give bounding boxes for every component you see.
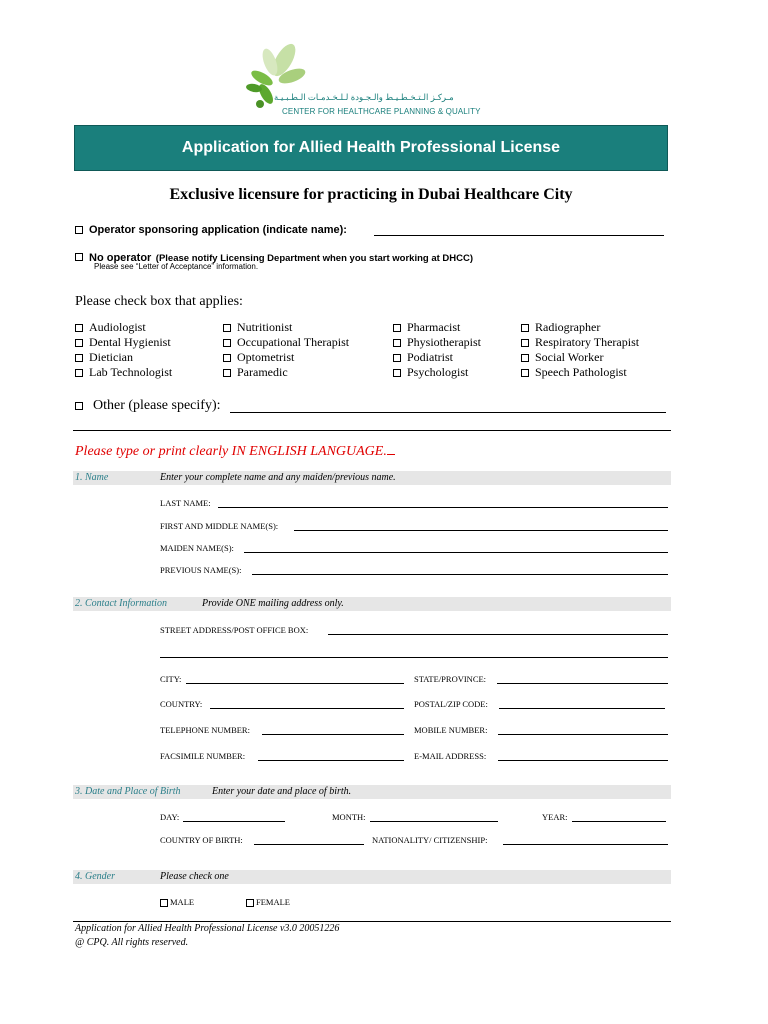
male-label: MALE [170, 897, 195, 907]
checkbox[interactable] [223, 324, 231, 332]
checkbox[interactable] [393, 354, 401, 362]
logo-english-text: CENTER FOR HEALTHCARE PLANNING & QUALITY [282, 107, 481, 116]
month-field[interactable] [370, 821, 498, 822]
checkbox[interactable] [75, 324, 83, 332]
section-description: Provide ONE mailing address only. [202, 598, 344, 609]
profession-option[interactable]: Physiotherapist [393, 335, 481, 350]
page-title: Application for Allied Health Professional License [181, 139, 561, 156]
profession-option[interactable]: Pharmacist [393, 320, 481, 335]
first-middle-name-label: FIRST AND MIDDLE NAME(S): [160, 521, 279, 531]
section-contact-header [73, 597, 671, 611]
instruction-text: Please type or print clearly IN ENGLISH LANGUAGE. [75, 444, 395, 460]
logo-arabic-text: مـركـز الـتـخـطـيـط والـجـودة لـلـخـدمـات الـطـبـيـة [274, 92, 454, 102]
checkbox[interactable] [393, 324, 401, 332]
other-row [75, 398, 221, 414]
profession-option[interactable]: Occupational Therapist [223, 335, 349, 350]
footer-version: Application for Allied Health Professional License v3.0 20051226 [75, 923, 340, 934]
profession-option[interactable]: Dietician [75, 350, 172, 365]
country-field[interactable] [210, 708, 404, 709]
maiden-name-label: MAIDEN NAME(S): [160, 543, 234, 553]
profession-option[interactable]: Social Worker [521, 350, 639, 365]
section-number: 4. Gender [75, 871, 115, 882]
fax-field[interactable] [258, 760, 404, 761]
country-of-birth-field[interactable] [254, 844, 364, 845]
state-field[interactable] [497, 683, 668, 684]
operator-sponsoring-label: Operator sponsoring application (indicate name): [89, 224, 347, 236]
street-address-field-2[interactable] [160, 657, 668, 658]
section-number: 1. Name [75, 472, 109, 483]
section-birth-header [73, 785, 671, 799]
logo [244, 40, 500, 120]
checkbox[interactable] [521, 339, 529, 347]
gender-female-option[interactable] [246, 897, 290, 907]
section-description: Enter your date and place of birth. [212, 786, 352, 797]
profession-col-3 [393, 320, 481, 380]
no-operator-note: (Please notify Licensing Department when you start working at DHCC) [155, 253, 474, 264]
section-number: 3. Date and Place of Birth [75, 786, 181, 797]
checkbox[interactable] [521, 324, 529, 332]
checkbox[interactable] [75, 354, 83, 362]
checkbox[interactable] [521, 369, 529, 377]
section-name-header [73, 471, 671, 485]
country-of-birth-label: COUNTRY OF BIRTH: [160, 835, 243, 845]
street-address-label: STREET ADDRESS/POST OFFICE BOX: [160, 625, 309, 635]
checkbox[interactable] [393, 369, 401, 377]
telephone-label: TELEPHONE NUMBER: [160, 725, 250, 735]
nationality-field[interactable] [503, 844, 668, 845]
maiden-name-field[interactable] [244, 552, 668, 553]
profession-option[interactable]: Podiatrist [393, 350, 481, 365]
profession-option[interactable]: Nutritionist [223, 320, 349, 335]
profession-option[interactable]: Audiologist [75, 320, 172, 335]
female-checkbox[interactable] [246, 899, 254, 907]
profession-col-1 [75, 320, 172, 380]
other-label: Other (please specify): [93, 398, 221, 413]
previous-name-label: PREVIOUS NAME(S): [160, 565, 242, 575]
section-description: Please check one [160, 871, 229, 882]
other-checkbox[interactable] [75, 402, 83, 410]
state-label: STATE/PROVINCE: [414, 674, 487, 684]
section-description: Enter your complete name and any maiden/previous name. [160, 472, 396, 483]
postal-code-label: POSTAL/ZIP CODE: [414, 699, 488, 709]
mobile-field[interactable] [498, 734, 668, 735]
checkbox[interactable] [393, 339, 401, 347]
section-number: 2. Contact Information [75, 598, 167, 609]
profession-option[interactable]: Respiratory Therapist [521, 335, 639, 350]
profession-option[interactable]: Lab Technologist [75, 365, 172, 380]
last-name-label: LAST NAME: [160, 498, 211, 508]
email-field[interactable] [498, 760, 668, 761]
female-label: FEMALE [256, 897, 290, 907]
footer-divider [73, 921, 671, 922]
email-label: E-MAIL ADDRESS: [414, 751, 487, 761]
city-field[interactable] [186, 683, 404, 684]
footer-copyright: @ CPQ. All rights reserved. [75, 937, 189, 948]
postal-code-field[interactable] [499, 708, 665, 709]
letter-of-acceptance-note: Please see “Letter of Acceptance” information. [94, 262, 259, 271]
section-gender-header [73, 870, 671, 884]
last-name-field[interactable] [218, 507, 668, 508]
checkbox[interactable] [223, 369, 231, 377]
fax-label: FACSIMILE NUMBER: [160, 751, 246, 761]
nationality-label: NATIONALITY/ CITIZENSHIP: [372, 835, 488, 845]
profession-col-2 [223, 320, 349, 380]
profession-option[interactable]: Psychologist [393, 365, 481, 380]
checkbox[interactable] [521, 354, 529, 362]
mobile-label: MOBILE NUMBER: [414, 725, 488, 735]
checkbox[interactable] [75, 339, 83, 347]
checkbox[interactable] [223, 339, 231, 347]
no-operator-label: No operator [89, 252, 152, 264]
gender-male-option[interactable] [160, 897, 194, 907]
profession-option[interactable]: Paramedic [223, 365, 349, 380]
operator-sponsoring-checkbox[interactable] [75, 226, 83, 234]
first-middle-name-field[interactable] [294, 530, 668, 531]
day-label: DAY: [160, 812, 180, 822]
profession-col-4 [521, 320, 639, 380]
month-label: MONTH: [332, 812, 366, 822]
profession-option[interactable]: Speech Pathologist [521, 365, 639, 380]
profession-option[interactable]: Radiographer [521, 320, 639, 335]
checkbox[interactable] [223, 354, 231, 362]
checkbox[interactable] [75, 369, 83, 377]
operator-name-line[interactable] [374, 235, 664, 236]
operator-sponsoring-row [75, 224, 347, 236]
divider [73, 430, 671, 431]
header-banner [74, 125, 668, 171]
profession-heading: Please check box that applies: [75, 294, 243, 309]
male-checkbox[interactable] [160, 899, 168, 907]
year-field[interactable] [572, 821, 666, 822]
subtitle: Exclusive licensure for practicing in Dubai Healthcare City [169, 186, 573, 203]
year-label: YEAR: [542, 812, 568, 822]
day-field[interactable] [183, 821, 285, 822]
street-address-field[interactable] [328, 634, 668, 635]
city-label: CITY: [160, 674, 182, 684]
previous-name-field[interactable] [252, 574, 668, 575]
profession-option[interactable]: Optometrist [223, 350, 349, 365]
no-operator-checkbox[interactable] [75, 253, 83, 261]
country-label: COUNTRY: [160, 699, 203, 709]
other-specify-line[interactable] [230, 412, 666, 413]
telephone-field[interactable] [262, 734, 404, 735]
profession-option[interactable]: Dental Hygienist [75, 335, 172, 350]
